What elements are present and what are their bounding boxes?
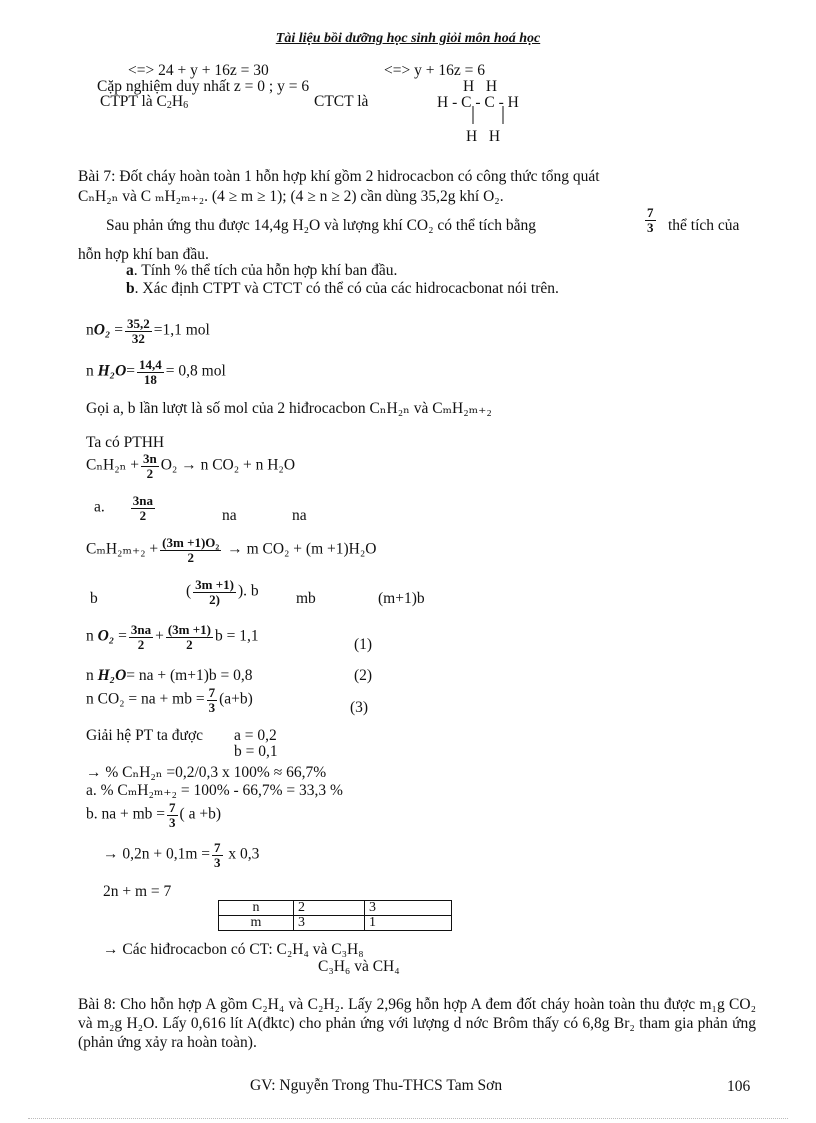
row-a-na2: na	[292, 507, 307, 524]
equation-2-number: (2)	[354, 667, 373, 684]
row-a-na1: na	[222, 507, 237, 524]
equation-1-number: (1)	[354, 636, 373, 653]
bai7-after-tail: thể tích của	[668, 217, 740, 234]
solution-pair: Cặp nghiệm duy nhất z = 0 ; y = 6	[97, 78, 310, 95]
percent-1: → % CₙH₂ₙ =0,2/0,3 x 100% ≈ 66,7%	[86, 764, 327, 781]
solution-b: b = 0,1	[234, 743, 278, 760]
bai7-after: Sau phản ứng thu được 14,4g H₂O và lượng khí CO₂ có thể tích bằng	[106, 217, 536, 234]
equation-2: n H₂O= na + (m+1)b = 0,8	[86, 667, 253, 684]
taco-line: Ta có PTHH	[86, 434, 165, 451]
equation-line: <=> 24 + y + 16z = 30	[128, 62, 269, 79]
table-cell: 3	[294, 916, 365, 931]
result-line-1: → Các hiđrocacbon có CT: C₂H₄ và C₃H₈	[103, 941, 364, 958]
ctct-label: CTCT là	[314, 93, 369, 110]
equation-3-number: (3)	[350, 699, 369, 716]
bai7-after2: hỗn hợp khí ban đầu.	[78, 246, 209, 263]
fraction-7-3: $\frac{7}{3}$	[647, 205, 654, 235]
table-cell: 2	[294, 901, 365, 916]
percent-2: a. % CₘH₂ₘ₊₂ = 100% - 66,7% = 33,3 %	[86, 782, 343, 799]
solution-a: a = 0,2	[234, 727, 277, 744]
table-cell: 1	[365, 916, 452, 931]
table-cell: m	[219, 916, 294, 931]
giai-line: Giải hệ PT ta được	[86, 727, 204, 744]
structure-bonds	[470, 104, 510, 126]
table-cell: n	[219, 901, 294, 916]
equation-1: n O₂ = $\frac{3na}{2}$ + $\frac{(3m +1)}{2}$ b = 1,1	[86, 622, 259, 652]
table-row	[219, 916, 452, 931]
row-b-label: b	[90, 590, 98, 607]
bai7-intro: Bài 7: Đốt cháy hoàn toàn 1 hỗn hợp khí gồm 2 hidrocacbon có công thức tổng quát	[78, 168, 600, 185]
page-header: Tài liệu bồi dưỡng học sinh giỏi môn hoá học	[275, 31, 541, 46]
mol-o2: nO₂ = $\frac{35,2}{32}$ =1,1 mol	[86, 316, 210, 346]
page-number: 106	[727, 1078, 751, 1095]
table-row	[219, 901, 452, 916]
equation-3: n CO₂ = na + mb = $\frac{7}{3}$ (a+b)	[86, 685, 253, 715]
bai8-text: Bài 8: Cho hỗn hợp A gồm C₂H₄ và C₂H₂. Lấy 2,96g hỗn hợp A đem đốt cháy hoàn toàn thu được m₁g CO₂ và m₂g H₂O. Lấy 0,616 lít A(đktc) cho phản ứng với lượng d nớc Brôm thấy có 6,8g Br₂ tham gia phản ứng (phản ứng xảy ra hoàn toàn).	[78, 996, 756, 1051]
structure-formula: H - C - C - H	[437, 94, 519, 111]
row-b: ( $\frac{3m +1)}{2)}$ ). b	[186, 577, 259, 607]
row-b-m1: (m+1)b	[378, 590, 425, 607]
ctpt-line: CTPT là $C_2H_6$	[100, 93, 189, 111]
bottom-rule	[28, 1118, 788, 1119]
table-cell: 3	[365, 901, 452, 916]
structure-bottom: H H	[466, 128, 501, 145]
b-equation-3: 2n + m = 7	[103, 883, 172, 900]
equation-line: <=> y + 16z = 6	[384, 62, 485, 79]
b-equation-2: → 0,2n + 0,1m = $\frac{7}{3}$ x 0,3	[103, 840, 260, 870]
result-line-2: C₃H₆ và CH₄	[318, 958, 400, 975]
footer-author: GV: Nguyễn Trong Thu-THCS Tam Sơn	[250, 1077, 503, 1094]
row-b-mb: mb	[296, 590, 316, 607]
question-b: b. Xác định CTPT và CTCT có thể có của các hidrocacbonat nói trên.	[126, 280, 559, 297]
reaction-1: CₙH₂ₙ + $\frac{3n}{2}$ O₂ → n CO₂ + n H₂O	[86, 451, 296, 481]
goi-line: Gọi a, b lần lượt là số mol của 2 hiđrocacbon CₙH₂ₙ và CₘH₂ₘ₊₂	[86, 400, 492, 417]
question-a: a. Tính % thể tích của hỗn hợp khí ban đầu.	[126, 262, 398, 279]
reaction-2: CₘH₂ₘ₊₂ + $\frac{\text{(3m +1)O₂}}{2}$ → m CO₂ + (m +1)H₂O	[86, 535, 377, 565]
b-equation: b. na + mb = $\frac{7}{3}$ ( a +b)	[86, 800, 221, 830]
bai7-formula: CₙH₂ₙ và C ₘH₂ₘ₊₂. (4 ≥ m ≥ 1); (4 ≥ n ≥ 2) cần dùng 35,2g khí O₂.	[78, 188, 504, 205]
mol-h2o: n H₂O= $\frac{14,4}{18}$ = 0,8 mol	[86, 357, 226, 387]
row-a: a. $\frac{3na}{2}$	[94, 493, 153, 523]
structure-top: H H	[463, 78, 498, 95]
n-m-table	[218, 900, 452, 931]
